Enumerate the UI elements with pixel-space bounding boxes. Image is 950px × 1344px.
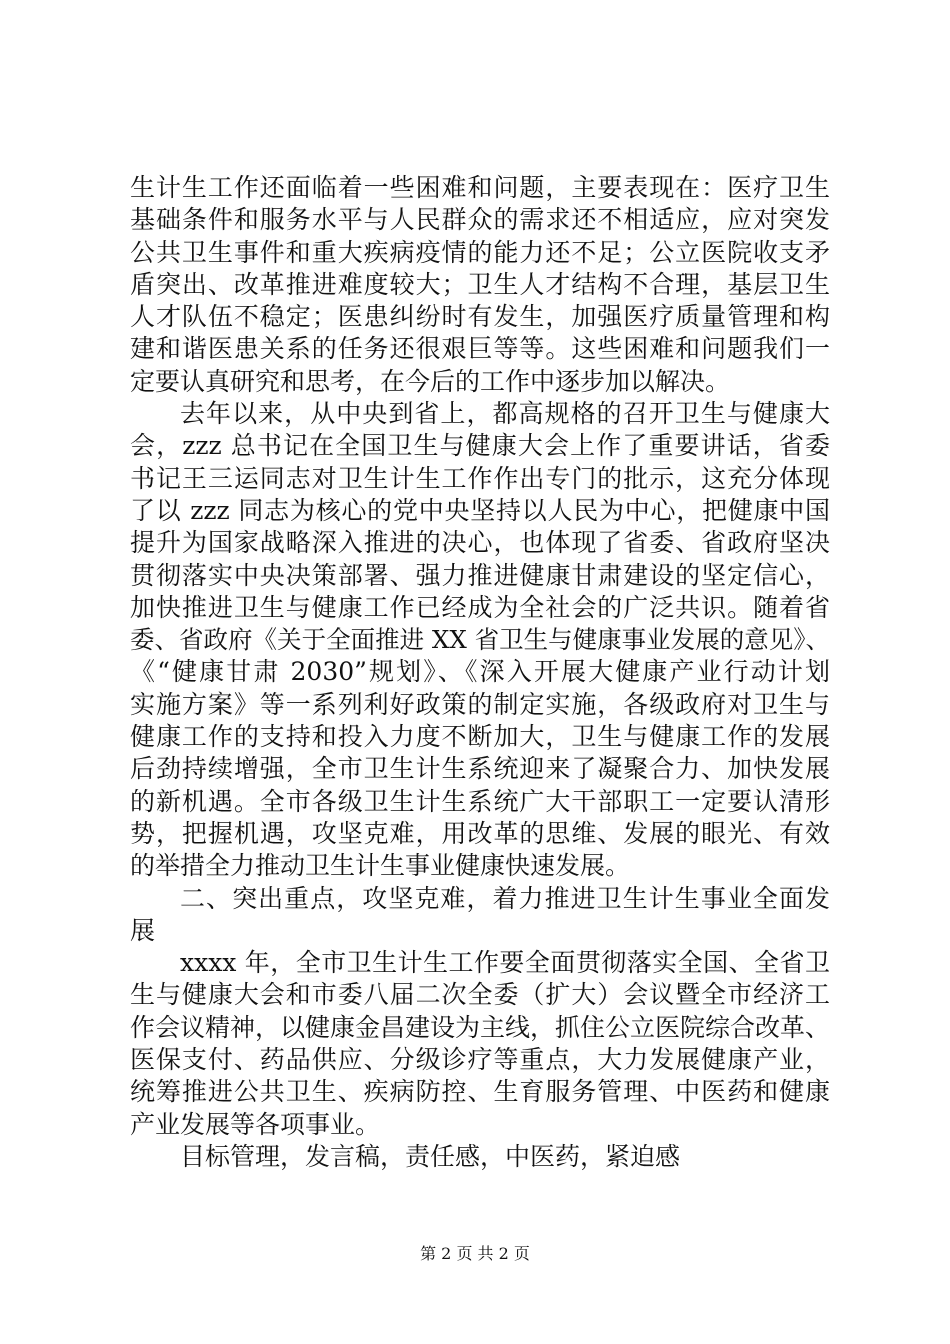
text-line: 《“健康甘肃 2030”规划》、《深入开展大健康产业行动计划 — [130, 657, 830, 687]
text-line: 势，把握机遇，攻坚克难，用改革的思维、发展的眼光、有效 — [130, 818, 830, 848]
text-line: 统筹推进公共卫生、疾病防控、生育服务管理、中医药和健康 — [130, 1077, 830, 1107]
text-line: 公共卫生事件和重大疾病疫情的能力还不足；公立医院收支矛 — [130, 237, 830, 267]
text-line: 后劲持续增强，全市卫生计生系统迎来了凝聚合力、加快发展 — [130, 754, 830, 784]
text-line: 医保支付、药品供应、分级诊疗等重点，大力发展健康产业， — [130, 1045, 830, 1075]
body-text — [130, 172, 830, 1173]
paragraph-first-line: 去年以来，从中央到省上，都高规格的召开卫生与健康大 — [180, 399, 830, 429]
text-line: 会，zzz 总书记在全国卫生与健康大会上作了重要讲话，省委 — [130, 431, 830, 461]
section-heading: 二、突出重点，攻坚克难，着力推进卫生计生事业全面发 — [180, 883, 830, 913]
text-line: 生与健康大会和市委八届二次全委（扩大）会议暨全市经济工 — [130, 980, 830, 1010]
text-line: 基础条件和服务水平与人民群众的需求还不相适应，应对突发 — [130, 205, 830, 235]
text-line: 产业发展等各项事业。 — [130, 1109, 381, 1139]
section-heading-continued: 展 — [130, 915, 156, 945]
text-line: 生计生工作还面临着一些困难和问题，主要表现在：医疗卫生 — [130, 173, 830, 202]
text-line: 的新机遇。全市各级卫生计生系统广大干部职工一定要认清形 — [130, 786, 830, 816]
text-line: 作会议精神，以健康金昌建设为主线，抓住公立医院综合改革、 — [130, 1012, 830, 1042]
paragraph-first-line: xxxx 年，全市卫生计生工作要全面贯彻落实全国、全省卫 — [180, 948, 830, 978]
text-line: 健康工作的支持和投入力度不断加大，卫生与健康工作的发展 — [130, 722, 830, 752]
keywords-line: 目标管理，发言稿，责任感，中医药，紧迫感 — [180, 1141, 681, 1171]
text-line: 提升为国家战略深入推进的决心，也体现了省委、省政府坚决 — [130, 528, 830, 558]
text-line: 书记王三运同志对卫生计生工作作出专门的批示，这充分体现 — [130, 463, 830, 493]
text-line: 委、省政府《关于全面推进 XX 省卫生与健康事业发展的意见》、 — [130, 625, 830, 655]
text-line: 实施方案》等一系列利好政策的制定实施，各级政府对卫生与 — [130, 689, 830, 719]
text-line: 贯彻落实中央决策部署、强力推进健康甘肃建设的坚定信心， — [130, 560, 830, 590]
text-line: 定要认真研究和思考，在今后的工作中逐步加以解决。 — [130, 366, 731, 396]
text-line: 建和谐医患关系的任务还很艰巨等等。这些困难和问题我们一 — [130, 334, 830, 364]
text-line: 加快推进卫生与健康工作已经成为全社会的广泛共识。随着省 — [130, 592, 830, 622]
text-line: 盾突出、改革推进难度较大；卫生人才结构不合理，基层卫生 — [130, 269, 830, 299]
text-line: 人才队伍不稳定；医患纠纷时有发生，加强医疗质量管理和构 — [130, 302, 830, 332]
text-line: 了以 zzz 同志为核心的党中央坚持以人民为中心，把健康中国 — [130, 495, 830, 525]
page-number-footer: 第 2 页 共 2 页 — [420, 1244, 530, 1263]
text-line: 的举措全力推动卫生计生事业健康快速发展。 — [130, 851, 631, 881]
